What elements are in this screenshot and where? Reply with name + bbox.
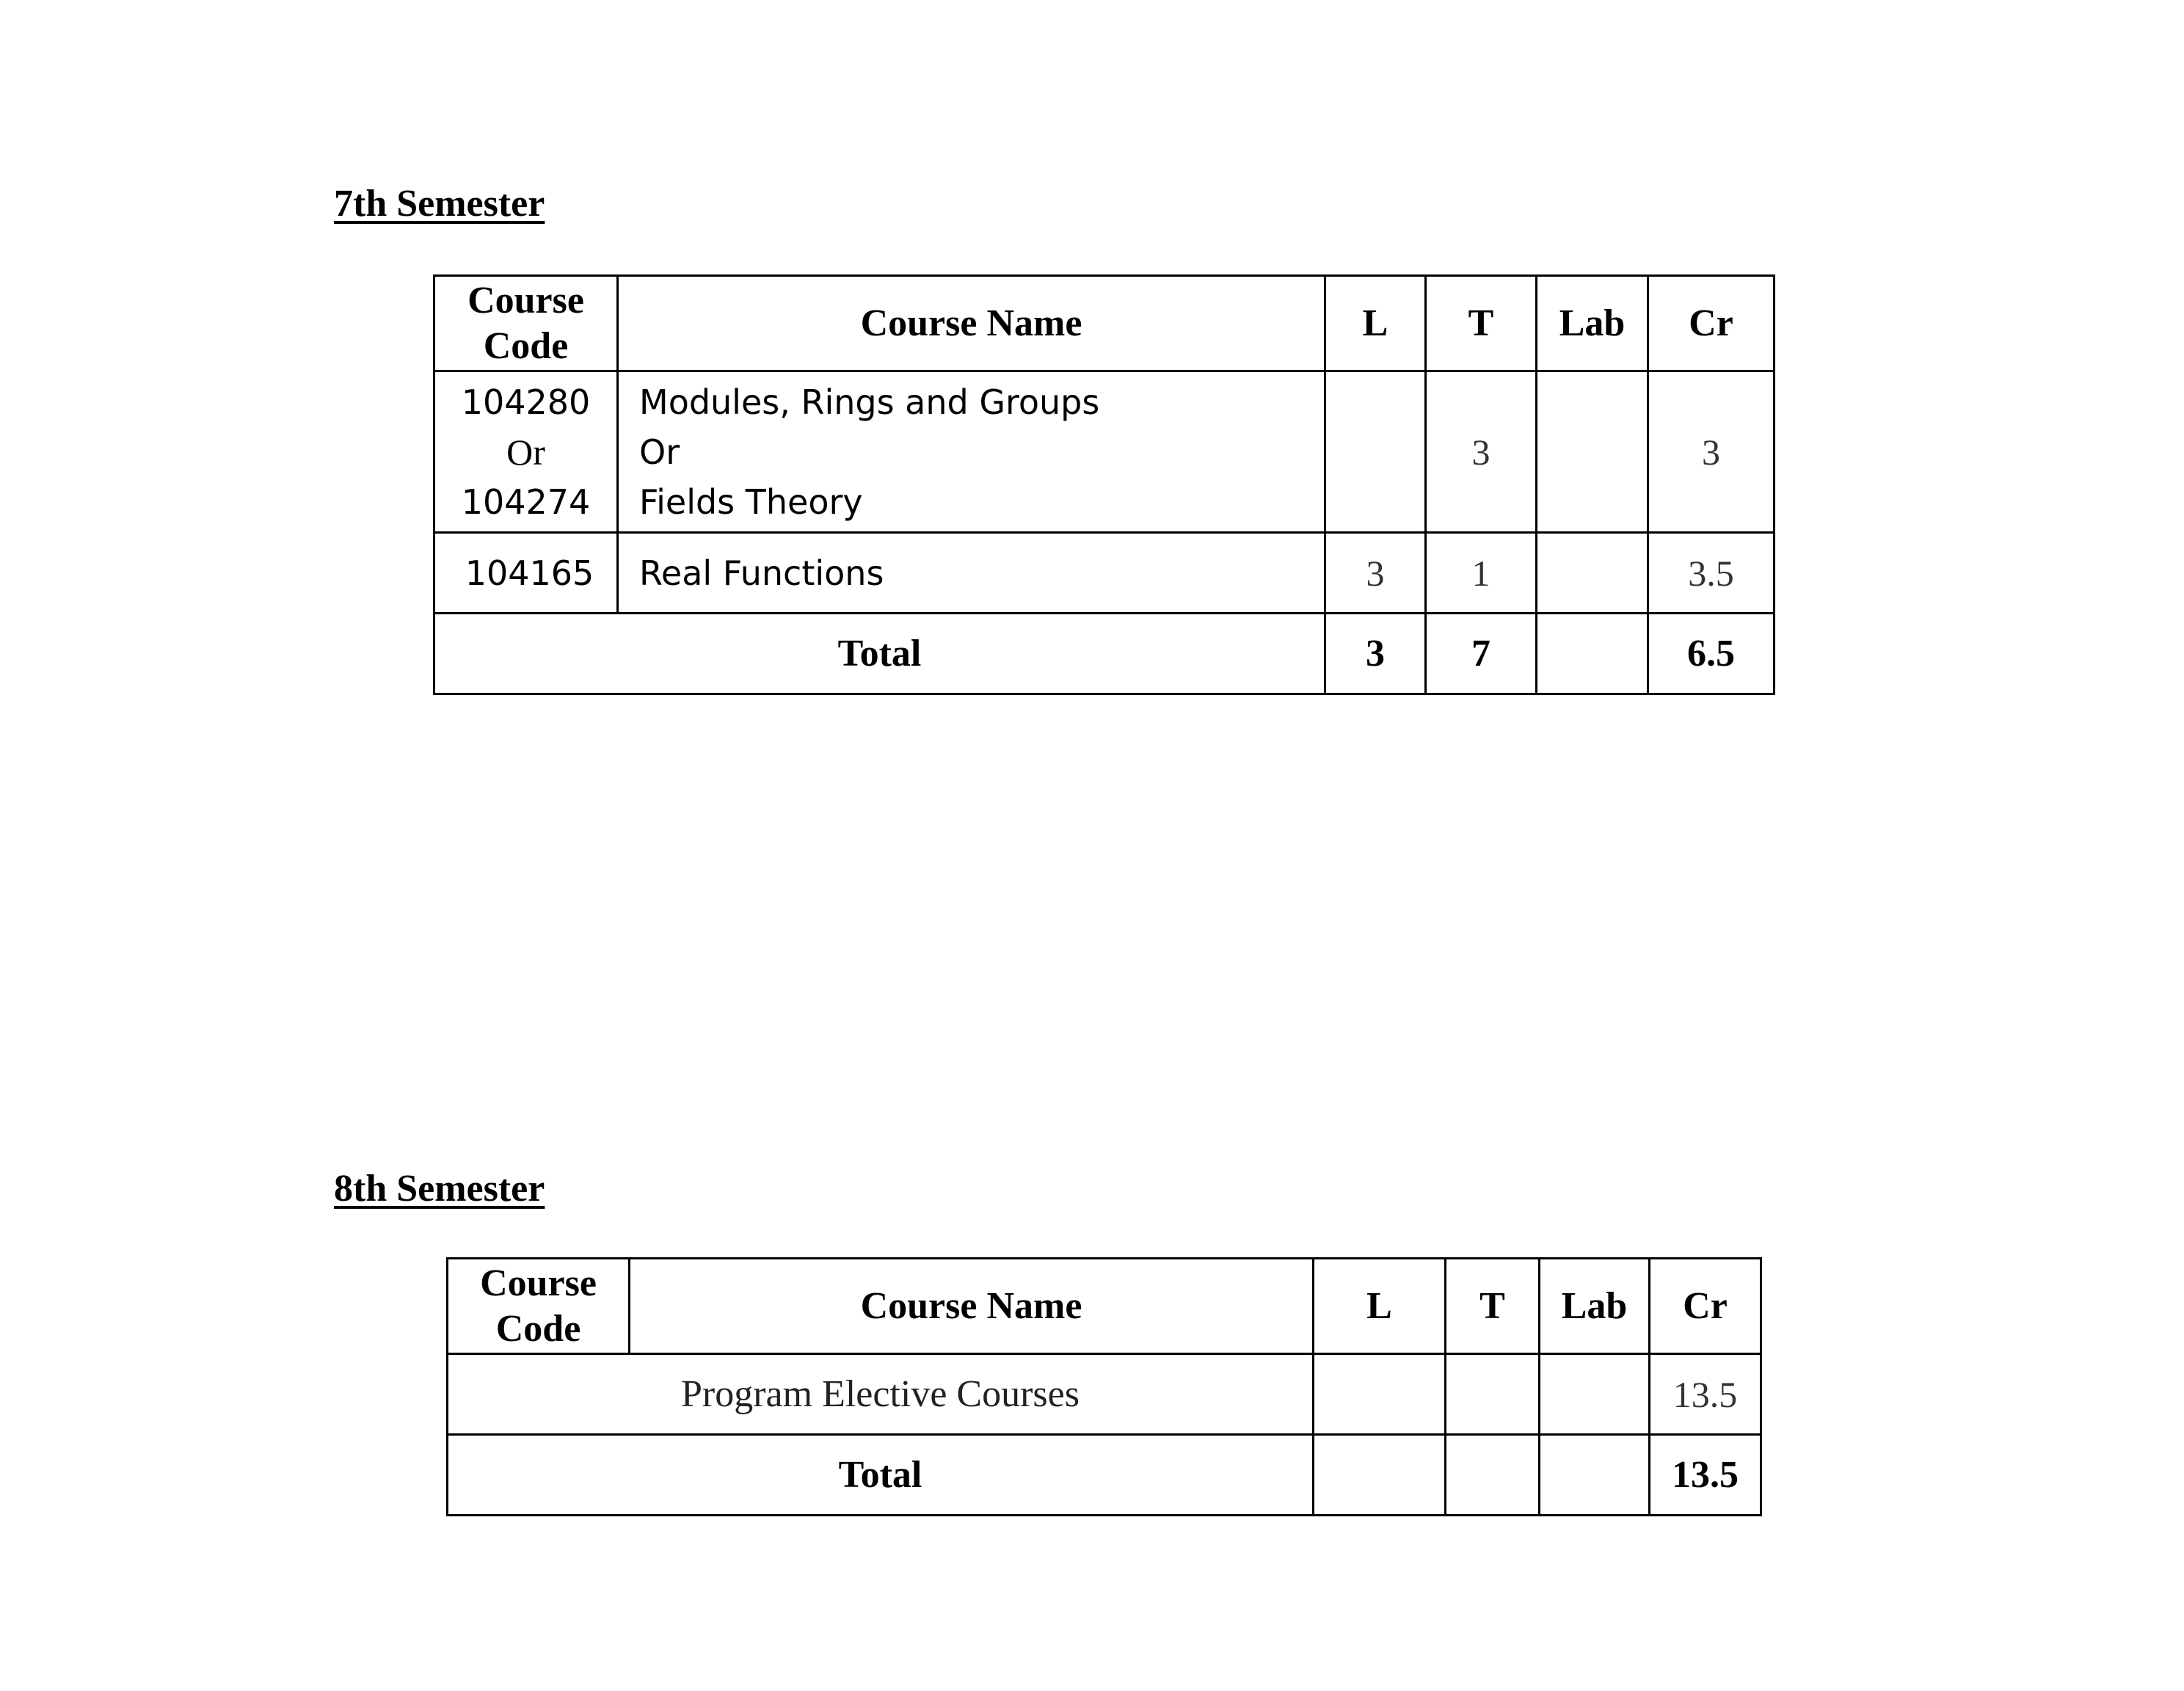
header-l: L [1314,1259,1446,1354]
total-l: 3 [1325,614,1426,694]
header-course-code [448,1259,630,1354]
header-course-code-line1: Course [480,1262,597,1304]
header-course-code-line2: Code [483,324,569,367]
header-cr: Cr [1650,1259,1761,1354]
total-label: Total [434,614,1325,694]
course-name: Real Functions [618,533,1325,614]
t-value: 1 [1426,533,1537,614]
semester-8-title: 8th Semester [334,1168,545,1210]
total-label: Total [448,1435,1314,1516]
semester-7-table [433,274,1775,695]
header-course-code [434,276,618,371]
course-code: 104274 [461,481,591,522]
total-cr: 13.5 [1650,1435,1761,1516]
header-course-name: Course Name [618,276,1325,371]
l-value: 3 [1325,533,1426,614]
total-cr: 6.5 [1648,614,1774,694]
total-lab [1540,1435,1650,1516]
header-l: L [1325,276,1426,371]
course-code: 104165 [434,533,618,614]
header-cr: Cr [1648,276,1774,371]
course-code-cell [434,371,618,533]
total-t: 7 [1426,614,1537,694]
table-row [448,1354,1761,1435]
header-row [434,276,1774,371]
header-t: T [1446,1259,1540,1354]
total-t [1446,1435,1540,1516]
course-name-or: Or [639,432,680,472]
t-value: 3 [1426,371,1537,533]
header-course-code-line1: Course [467,279,584,321]
t-value [1446,1354,1540,1435]
l-value [1325,371,1426,533]
header-course-code-line2: Code [495,1307,581,1350]
course-name-cell [618,371,1325,533]
course-name: Fields Theory [639,481,863,522]
total-lab [1537,614,1648,694]
header-course-name: Course Name [630,1259,1314,1354]
total-row [434,614,1774,694]
semester-7-title: 7th Semester [334,183,545,225]
lab-value [1537,533,1648,614]
total-row [448,1435,1761,1516]
header-t: T [1426,276,1537,371]
course-name: Modules, Rings and Groups [639,382,1100,422]
total-l [1314,1435,1446,1516]
table-row [434,371,1774,533]
lab-value [1537,371,1648,533]
program-elective-courses: Program Elective Courses [448,1354,1314,1435]
course-code-or: Or [506,431,545,473]
lab-value [1540,1354,1650,1435]
header-lab: Lab [1540,1259,1650,1354]
course-code: 104280 [461,382,591,422]
table-row [434,533,1774,614]
cr-value: 13.5 [1650,1354,1761,1435]
cr-value: 3 [1648,371,1774,533]
l-value [1314,1354,1446,1435]
semester-8-table [446,1257,1762,1516]
cr-value: 3.5 [1648,533,1774,614]
header-row [448,1259,1761,1354]
header-lab: Lab [1537,276,1648,371]
